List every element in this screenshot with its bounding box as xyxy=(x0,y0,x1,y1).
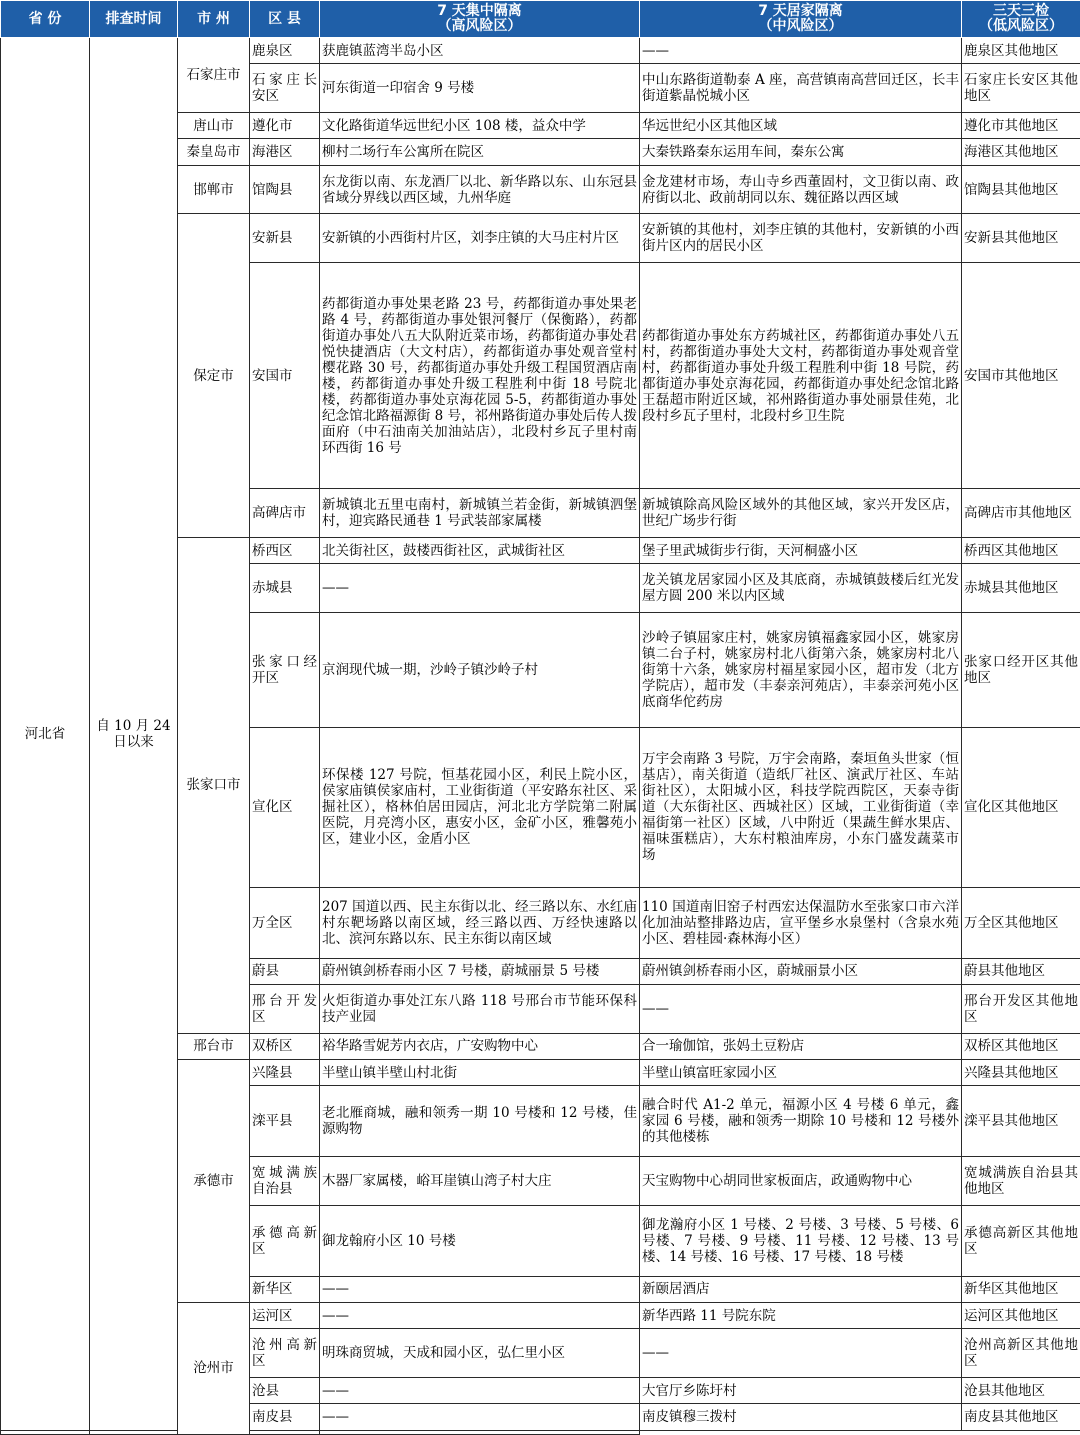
low-risk-cell: 沧县其他地区 xyxy=(962,1377,1080,1403)
mid-risk-cell: 大秦铁路秦东运用车间，秦东公寓 xyxy=(640,139,962,165)
district-cell: 沧州高新区 xyxy=(250,1329,320,1378)
mid-risk-cell: 新华西路 11 号院东院 xyxy=(640,1302,962,1328)
header-time: 排查时间 xyxy=(90,1,178,38)
low-risk-cell: 双桥区其他地区 xyxy=(962,1033,1080,1059)
low-risk-cell: 邢台开发区其他地区 xyxy=(962,984,1080,1033)
high-risk-cell: 河东街道一印宿舍 9 号楼 xyxy=(320,64,640,113)
high-risk-cell: —— xyxy=(320,1276,640,1302)
table-row xyxy=(1,38,1080,64)
mid-risk-cell: 大官厅乡陈圩村 xyxy=(640,1377,962,1403)
mid-risk-cell: 堡子里武城街步行街，天河桐盛小区 xyxy=(640,537,962,563)
mid-risk-cell: 沙岭子镇屈家庄村，姚家房镇福鑫家园小区，姚家房镇二台子村，姚家房村北八街第六条，姚家房村北八街第十六条，姚家房村福星家园小区，超市发（北方学院店），超市发（丰泰亲河苑店），丰泰亲河苑小区底商华佗药房 xyxy=(640,612,962,727)
mid-risk-cell: 金龙建材市场，寿山寺乡西董固村，文卫街以南、政府街以北、政前胡同以东、魏征路以西区域 xyxy=(640,165,962,214)
city-cell-cangzhou: 沧州市 xyxy=(178,1302,250,1434)
mid-risk-cell: 华远世纪小区其他区域 xyxy=(640,112,962,138)
high-risk-cell: 药都街道办事处果老路 23 号，药都街道办事处果老路 4 号，药都街道办事处银河餐厅（保衡路），药都街道办事处八五大队附近菜市场，药都街道办事处君悦快捷酒店（大文村店），药都街道办事处观音堂村樱花路 30 号，药都街道办事处升级工程国贸酒店南楼，药都街道办事处升级工程胜利中街 18 号院北楼，药都街道办事处京海花园 5-5，药都街道办事处纪念馆北路福源街 8 号，祁州路街道办事处后传人拨面府（中石油南关加油站店），北段村乡瓦子里村南环西街 16 号 xyxy=(320,262,640,488)
high-risk-cell: 文化路街道华远世纪小区 108 楼，益众中学 xyxy=(320,112,640,138)
district-cell: 南皮县 xyxy=(250,1404,320,1430)
mid-risk-cell: 天宝购物中心胡同世家板面店，政通购物中心 xyxy=(640,1157,962,1206)
header-low-line1: 三天三检 xyxy=(993,3,1049,19)
district-cell: 邢台开发区 xyxy=(250,984,320,1033)
district-cell: 滦平县 xyxy=(250,1086,320,1157)
low-risk-cell: 蔚县其他地区 xyxy=(962,958,1080,984)
low-risk-cell: 承德高新区其他地区 xyxy=(962,1205,1080,1276)
mid-risk-cell: 御龙瀚府小区 1 号楼、2 号楼、3 号楼、5 号楼、6 号楼、7 号楼、9 号楼、11 号楼、12 号楼、13 号楼、14 号楼、16 号楼、17 号楼、18 号楼 xyxy=(640,1205,962,1276)
city-cell-zhangjiakou: 张家口市 xyxy=(178,537,250,1033)
low-risk-cell: 万全区其他地区 xyxy=(962,887,1080,958)
district-cell: 沧县 xyxy=(250,1377,320,1403)
district-cell: 海港区 xyxy=(250,139,320,165)
city-cell-qinhuangdao: 秦皇岛市 xyxy=(178,139,250,165)
city-cell-handan: 邯郸市 xyxy=(178,165,250,214)
header-mid-risk xyxy=(640,1,962,38)
high-risk-cell: 东龙街以南、东龙酒厂以北、新华路以东、山东冠县省域分界线以西区域，九州华庭 xyxy=(320,165,640,214)
district-cell: 双桥区 xyxy=(250,1033,320,1059)
low-risk-cell: 南皮县其他地区 xyxy=(962,1404,1080,1430)
mid-risk-cell: 半壁山镇富旺家园小区 xyxy=(640,1059,962,1085)
district-cell: 高碑店市 xyxy=(250,489,320,538)
low-risk-cell: 运河区其他地区 xyxy=(962,1302,1080,1328)
mid-risk-cell: 110 国道南旧窑子村西宏达保温防水至张家口市六洋化加油站整排路边店，宣平堡乡水泉堡村（含泉水苑小区、碧桂园·森林海小区） xyxy=(640,887,962,958)
mid-risk-cell: —— xyxy=(640,38,962,64)
mid-risk-cell xyxy=(250,1430,320,1434)
low-risk-cell: 张家口经开区其他地区 xyxy=(962,612,1080,727)
mid-risk-cell: 万宇会南路 3 号院，万宇会南路，秦垣鱼头世家（恒基店），南关街道（造纸厂社区、演武厅社区、车站街社区），太阳城小区，科技学院西院区，天泰寺街道（大东街社区、西城社区）区域，工业街街道（幸福街第一社区）区域，八中附近（果蔬生鲜水果店、福味蛋糕店），大东村粮油库房，小东门盛发蔬菜市场 xyxy=(640,728,962,888)
high-risk-cell: 明珠商贸城，天成和园小区，弘仁里小区 xyxy=(320,1329,640,1378)
low-risk-cell: 鹿泉区其他地区 xyxy=(962,38,1080,64)
high-risk-cell: —— xyxy=(320,564,640,613)
high-risk-cell: 207 国道以西、民主东街以北、经三路以东、水红庙村东靶场路以南区域，经三路以西、万经快速路以北、滨河东路以东、民主东街以南区域 xyxy=(320,887,640,958)
city-cell-shijiazhuang: 石家庄市 xyxy=(178,38,250,113)
low-risk-cell: 兴隆县其他地区 xyxy=(962,1059,1080,1085)
district-cell: 桥西区 xyxy=(250,537,320,563)
header-city: 市 州 xyxy=(178,1,250,38)
district-cell: 宣化区 xyxy=(250,728,320,888)
high-risk-cell: —— xyxy=(320,1377,640,1403)
high-risk-cell: 环保楼 127 号院，恒基花园小区，利民上院小区，侯家庙镇侯家庙村，工业街街道（平安路东社区、采掘社区），格林伯居田园店，河北北方学院第二附属医院，月亮湾小区，惠安小区，金矿小区，雅馨苑小区，建业小区，金盾小区 xyxy=(320,728,640,888)
city-cell-tangshan: 唐山市 xyxy=(178,112,250,138)
city-cell-baoding: 保定市 xyxy=(178,214,250,538)
header-high-line1: 7 天集中隔离 xyxy=(437,3,522,19)
high-risk-cell: 北关街社区，鼓楼西街社区，武城街社区 xyxy=(320,537,640,563)
low-risk-cell: 新华区其他地区 xyxy=(962,1276,1080,1302)
district-cell xyxy=(1,1430,90,1434)
time-cell: 自 10 月 24 日以来 xyxy=(90,38,178,1431)
district-cell: 万全区 xyxy=(250,887,320,958)
header-mid-line1: 7 天居家隔离 xyxy=(758,3,843,19)
district-cell: 蔚县 xyxy=(250,958,320,984)
high-risk-cell: 御龙翰府小区 10 号楼 xyxy=(320,1205,640,1276)
low-risk-cell: 沧州高新区其他地区 xyxy=(962,1329,1080,1378)
high-risk-cell: 京润现代城一期，沙岭子镇沙岭子村 xyxy=(320,612,640,727)
high-risk-cell: 裕华路雪妮芳内衣店，广安购物中心 xyxy=(320,1033,640,1059)
district-cell: 馆陶县 xyxy=(250,165,320,214)
high-risk-cell: 木器厂家属楼，峪耳崖镇山湾子村大庄 xyxy=(320,1157,640,1206)
mid-risk-cell: 南皮镇穆三拨村 xyxy=(640,1404,962,1430)
low-risk-cell: 赤城县其他地区 xyxy=(962,564,1080,613)
district-cell: 石家庄长安区 xyxy=(250,64,320,113)
district-cell: 遵化市 xyxy=(250,112,320,138)
low-risk-cell: 宣化区其他地区 xyxy=(962,728,1080,888)
header-province: 省 份 xyxy=(1,1,90,38)
header-row xyxy=(1,1,1080,38)
mid-risk-cell: —— xyxy=(640,984,962,1033)
header-low-risk xyxy=(962,1,1080,38)
high-risk-cell: 老北雁商城，融和领秀一期 10 号楼和 12 号楼，佳源购物 xyxy=(320,1086,640,1157)
header-high-line2: （高风险区） xyxy=(437,18,522,34)
province-cell: 河北省 xyxy=(1,38,90,1431)
mid-risk-cell: 合一瑜伽馆，张妈土豆粉店 xyxy=(640,1033,962,1059)
header-mid-line2: （中风险区） xyxy=(758,18,843,34)
header-low-line2: （低风险区） xyxy=(979,18,1063,34)
mid-risk-cell: 安新镇的其他村，刘李庄镇的其他村，安新镇的小西街片区内的居民小区 xyxy=(640,214,962,263)
mid-risk-cell: 龙关镇龙居家园小区及其底商，赤城镇鼓楼后红光发屋方圆 200 米以内区域 xyxy=(640,564,962,613)
header-district: 区 县 xyxy=(250,1,320,38)
city-cell-chengde: 承德市 xyxy=(178,1059,250,1302)
district-cell: 新华区 xyxy=(250,1276,320,1302)
high-risk-cell: —— xyxy=(320,1404,640,1430)
district-cell: 宽城满族自治县 xyxy=(250,1157,320,1206)
district-cell: 运河区 xyxy=(250,1302,320,1328)
mid-risk-cell: 中山东路街道勒泰 A 座，高营镇南高营回迁区，长丰街道紫晶悦城小区 xyxy=(640,64,962,113)
low-risk-cell: 安新县其他地区 xyxy=(962,214,1080,263)
district-cell: 鹿泉区 xyxy=(250,38,320,64)
mid-risk-cell: —— xyxy=(640,1329,962,1378)
low-risk-cell: 馆陶县其他地区 xyxy=(962,165,1080,214)
header-high-risk xyxy=(320,1,640,38)
mid-risk-cell: 新城镇除高风险区域外的其他区域，家兴开发区店，世纪广场步行街 xyxy=(640,489,962,538)
district-cell: 安国市 xyxy=(250,262,320,488)
district-cell: 承德高新区 xyxy=(250,1205,320,1276)
district-cell: 安新县 xyxy=(250,214,320,263)
mid-risk-cell: 融合时代 A1-2 单元，福源小区 4 号楼 6 单元，鑫家园 6 号楼，融和领秀一期除 10 号楼和 12 号楼外的其他楼栋 xyxy=(640,1086,962,1157)
high-risk-cell: 获鹿镇蓝湾半岛小区 xyxy=(320,38,640,64)
district-cell: 赤城县 xyxy=(250,564,320,613)
low-risk-cell: 桥西区其他地区 xyxy=(962,537,1080,563)
high-risk-cell: 安新镇的小西街村片区，刘李庄镇的大马庄村片区 xyxy=(320,214,640,263)
low-risk-cell xyxy=(320,1430,640,1434)
low-risk-cell: 安国市其他地区 xyxy=(962,262,1080,488)
city-cell-xingtai: 邢台市 xyxy=(178,1033,250,1059)
low-risk-cell: 宽城满族自治县其他地区 xyxy=(962,1157,1080,1206)
high-risk-cell xyxy=(90,1430,178,1434)
mid-risk-cell: 蔚州镇剑桥春雨小区，蔚城丽景小区 xyxy=(640,958,962,984)
high-risk-cell: 火炬街道办事处江东八路 118 号邢台市节能环保科技产业园 xyxy=(320,984,640,1033)
low-risk-cell: 高碑店市其他地区 xyxy=(962,489,1080,538)
mid-risk-cell: 新颐居酒店 xyxy=(640,1276,962,1302)
low-risk-cell: 滦平县其他地区 xyxy=(962,1086,1080,1157)
mid-risk-cell: 药都街道办事处东方药城社区，药都街道办事处八五村，药都街道办事处大文村，药都街道办事处观音堂村，药都街道办事处升级工程胜利中街 18 号院，药都街道办事处京海花园，药都街道办事处纪念馆北路王磊超市附近区域，祁州路街道办事处丽景佳苑，北段村乡瓦子里村，北段村乡卫生院 xyxy=(640,262,962,488)
high-risk-cell: 新城镇北五里屯南村，新城镇兰若金街，新城镇泗堡村，迎宾路民通巷 1 号武装部家属楼 xyxy=(320,489,640,538)
table-row xyxy=(1,1430,1080,1434)
district-cell: 张家口经开区 xyxy=(250,612,320,727)
high-risk-cell: 柳村二场行车公寓所在院区 xyxy=(320,139,640,165)
low-risk-cell: 石家庄长安区其他地区 xyxy=(962,64,1080,113)
high-risk-cell: —— xyxy=(320,1302,640,1328)
district-cell: 兴隆县 xyxy=(250,1059,320,1085)
high-risk-cell: 蔚州镇剑桥春雨小区 7 号楼，蔚城丽景 5 号楼 xyxy=(320,958,640,984)
low-risk-cell: 海港区其他地区 xyxy=(962,139,1080,165)
high-risk-cell: 半壁山镇半壁山村北街 xyxy=(320,1059,640,1085)
low-risk-cell: 遵化市其他地区 xyxy=(962,112,1080,138)
